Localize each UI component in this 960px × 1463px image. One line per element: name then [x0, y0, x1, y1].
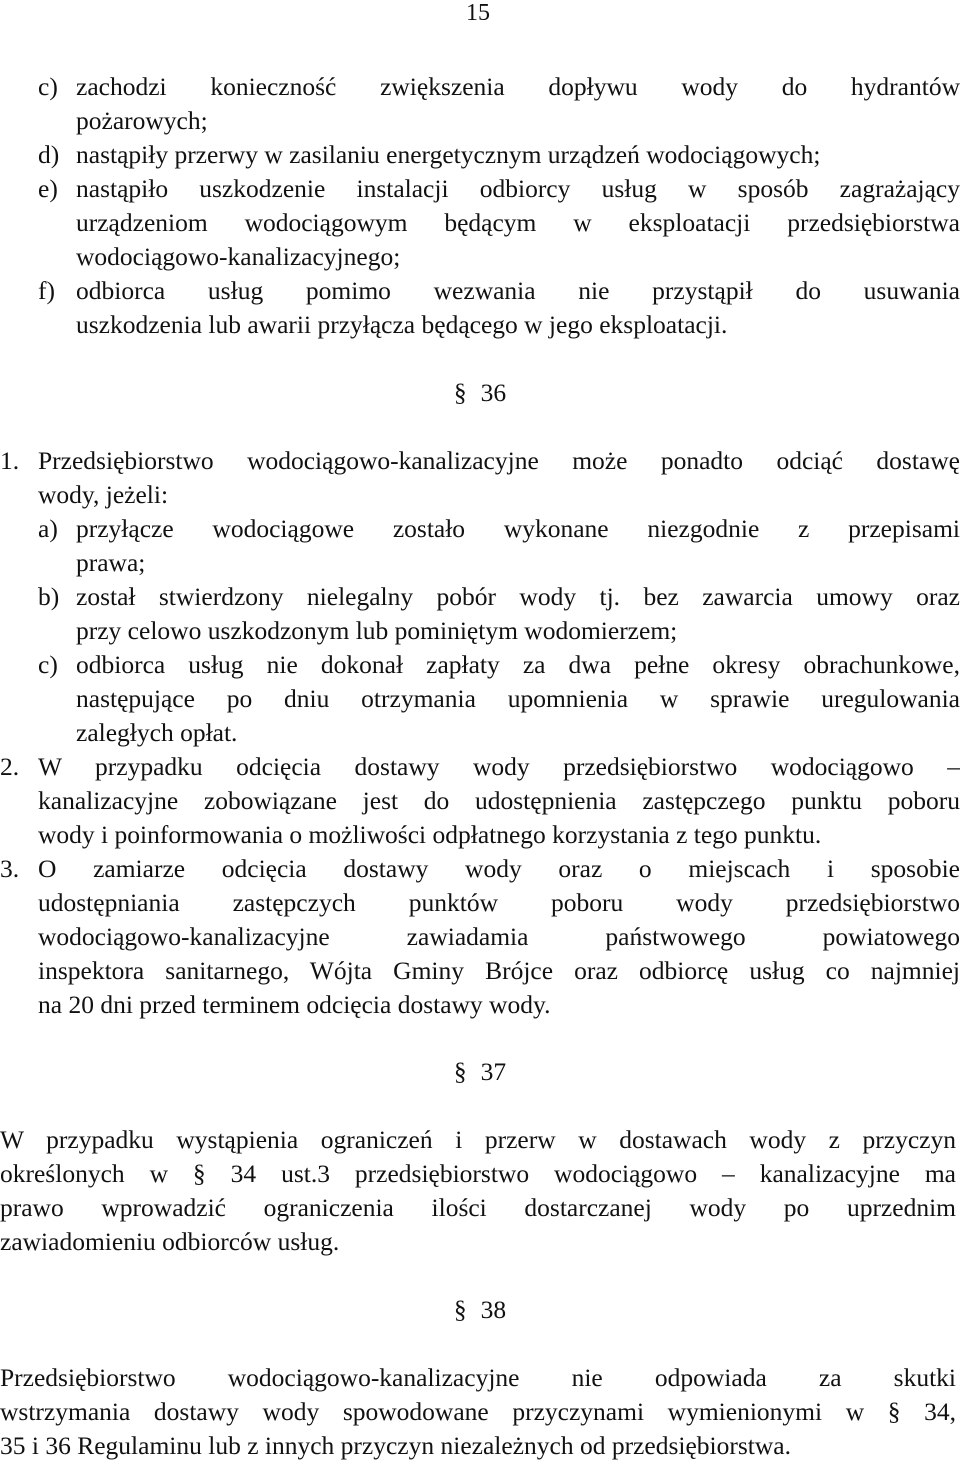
list-item-d: [0, 138, 960, 172]
paragraph-line: wody, jeżeli:: [38, 480, 169, 509]
list-item-c: [0, 70, 960, 138]
list-marker: b): [38, 582, 60, 611]
section-37-heading: [0, 1055, 960, 1089]
list-line: urządzeniom wodociągowym będącym w eksploatacji przedsiębiorstwa: [76, 208, 960, 237]
paragraph-line: na 20 dni przed terminem odcięcia dostawy wody.: [38, 990, 551, 1019]
section-36-heading: [0, 376, 960, 410]
paragraph-1: [0, 444, 960, 512]
list-marker: f): [38, 276, 55, 305]
list-line: nastąpiło uszkodzenie instalacji odbiorcy usług w sposób zagrażający: [76, 174, 960, 203]
list-line: zachodzi konieczność zwiększenia dopływu wody do hydrantów: [76, 72, 960, 101]
section-sign: §: [453, 1057, 467, 1086]
paragraph-marker: 2.: [0, 752, 20, 781]
list-line: przy celowo uszkodzonym lub pominiętym wodomierzem;: [76, 616, 678, 645]
list-line: uszkodzenia lub awarii przyłącza będącego w jego eksploatacji.: [76, 310, 728, 339]
list-line: przyłącze wodociągowe zostało wykonane niezgodnie z przepisami: [76, 514, 960, 543]
paragraph-line: udostępniania zastępczych punktów poboru wody przedsiębiorstwo: [38, 888, 960, 917]
list-item-f: [0, 274, 960, 342]
subitem-a: [0, 512, 960, 580]
section-number: 38: [480, 1295, 507, 1324]
list-marker: d): [38, 140, 60, 169]
top-list: [0, 70, 960, 342]
paragraph-line: W przypadku odcięcia dostawy wody przedsiębiorstwo wodociągowo –: [38, 752, 960, 781]
paragraph-3: [0, 852, 960, 1022]
section-sign: §: [453, 1295, 467, 1324]
paragraph-line: prawo wprowadzić ograniczenia ilości dostarczanej wody po uprzednim: [0, 1193, 956, 1222]
list-line: pożarowych;: [76, 106, 208, 135]
paragraph-line: O zamiarze odcięcia dostawy wody oraz o miejscach i sposobie: [38, 854, 960, 883]
section-sign: §: [453, 378, 467, 407]
paragraph-line: zawiadomieniu odbiorców usług.: [0, 1227, 340, 1256]
paragraph-line: W przypadku wystąpienia ograniczeń i przerw w dostawach wody z przyczyn: [0, 1125, 956, 1154]
list-marker: e): [38, 174, 58, 203]
paragraph-line: określonych w § 34 ust.3 przedsiębiorstwo wodociągowo – kanalizacyjne ma: [0, 1159, 956, 1188]
section-38-body: [0, 1361, 960, 1463]
paragraph-line: Przedsiębiorstwo wodociągowo-kanalizacyjne może ponadto odciąć dostawę: [38, 446, 960, 475]
paragraph-line: Przedsiębiorstwo wodociągowo-kanalizacyjne nie odpowiada za skutki: [0, 1363, 956, 1392]
paragraph-2: [0, 750, 960, 852]
list-line: następujące po dniu otrzymania upomnienia w sprawie uregulowania: [76, 684, 960, 713]
subitem-c: [0, 648, 960, 750]
paragraph-line: wodociągowo-kanalizacyjne zawiadamia państwowego powiatowego: [38, 922, 960, 951]
section-number: 36: [480, 378, 507, 407]
page-number: 15: [466, 0, 490, 26]
list-line: został stwierdzony nielegalny pobór wody tj. bez zawarcia umowy oraz: [76, 582, 960, 611]
list-line: zaległych opłat.: [76, 718, 238, 747]
paragraph-line: kanalizacyjne zobowiązane jest do udostępnienia zastępczego punktu poboru: [38, 786, 960, 815]
paragraph-line: wody i poinformowania o możliwości odpłatnego korzystania z tego punktu.: [38, 820, 822, 849]
list-line: wodociągowo-kanalizacyjnego;: [76, 242, 401, 271]
list-line: prawa;: [76, 548, 146, 577]
list-item-e: [0, 172, 960, 274]
section-37-body: [0, 1123, 960, 1259]
paragraph-line: inspektora sanitarnego, Wójta Gminy Brójce oraz odbiorcę usług co najmniej: [38, 956, 960, 985]
paragraph-line: 35 i 36 Regulaminu lub z innych przyczyn niezależnych od przedsiębiorstwa.: [0, 1431, 791, 1460]
subitem-b: [0, 580, 960, 648]
list-line: nastąpiły przerwy w zasilaniu energetycznym urządzeń wodociągowych;: [76, 140, 821, 169]
paragraph-marker: 3.: [0, 854, 20, 883]
section-number: 37: [480, 1057, 507, 1086]
list-line: odbiorca usług pomimo wezwania nie przystąpił do usuwania: [76, 276, 960, 305]
list-marker: c): [38, 650, 58, 679]
list-marker: a): [38, 514, 58, 543]
list-marker: c): [38, 72, 58, 101]
section-36-body: [0, 444, 960, 1022]
paragraph-marker: 1.: [0, 446, 20, 475]
list-line: odbiorca usług nie dokonał zapłaty za dwa pełne okresy obrachunkowe,: [76, 650, 960, 679]
paragraph-line: wstrzymania dostawy wody spowodowane przyczynami wymienionymi w § 34,: [0, 1397, 956, 1426]
section-38-heading: [0, 1293, 960, 1327]
